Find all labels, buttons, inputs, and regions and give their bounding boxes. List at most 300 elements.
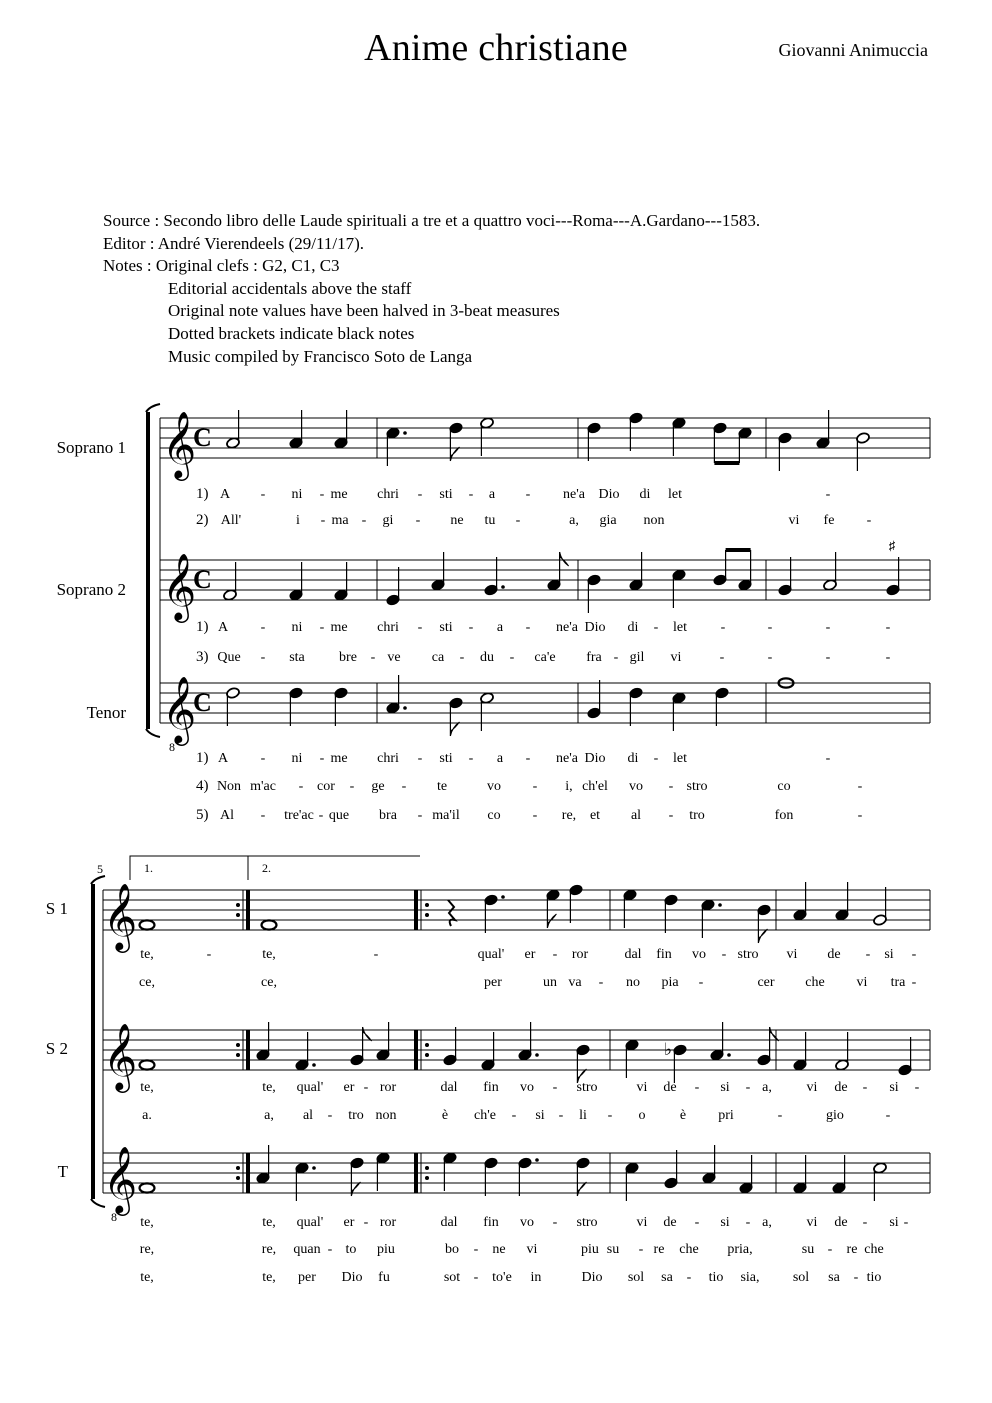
lyric-hyphen: -: [361, 513, 367, 528]
lyric-hyphen: -: [327, 1108, 333, 1123]
augmentation-dot: [312, 1166, 316, 1170]
lyric-hyphen: -: [719, 650, 725, 665]
lyric-hyphen: -: [745, 1080, 751, 1095]
lyric-syllable: to'e: [492, 1270, 512, 1285]
lyric-syllable: piu: [581, 1242, 599, 1257]
lyric-syllable: piu: [377, 1242, 395, 1257]
lyric-hyphen: -: [694, 1080, 700, 1095]
lyric-syllable: sti: [439, 620, 453, 635]
repeat-dot: [236, 913, 240, 917]
lyric-syllable: A: [219, 487, 231, 502]
repeat-dot: [236, 1176, 240, 1180]
lyric-syllable: vo: [487, 779, 501, 794]
lyric-syllable: si: [889, 1215, 899, 1230]
note-line: Music compiled by Francisco Soto de Langa: [168, 346, 473, 366]
time-signature: C: [193, 688, 212, 717]
lyric-syllable: er: [343, 1215, 355, 1230]
lyric-syllable: A: [217, 751, 229, 766]
lyric-syllable: ror: [379, 1080, 397, 1095]
lyric-syllable: er: [524, 947, 536, 962]
editor-line: Editor : André Vierendeels (29/11/17).: [103, 233, 365, 253]
lyric-syllable: su: [801, 1242, 815, 1257]
lyric-syllable: All': [220, 513, 242, 528]
lyric-syllable: Al: [220, 808, 234, 823]
augmentation-dot: [718, 903, 722, 907]
staff-label: Soprano 1: [56, 438, 126, 457]
lyric-hyphen: -: [415, 513, 421, 528]
lyric-hyphen: -: [745, 1215, 751, 1230]
lyric-syllable: tio: [708, 1270, 724, 1285]
staff-label: Tenor: [86, 703, 126, 722]
lyric-hyphen: -: [911, 947, 917, 962]
lyric-syllable: gia: [599, 513, 617, 528]
verse-number: 1): [196, 619, 209, 635]
lyric-hyphen: -: [862, 1215, 868, 1230]
lyric-hyphen: -: [319, 751, 325, 766]
lyric-syllable: che: [805, 975, 825, 990]
verse-number: 1): [196, 750, 209, 766]
lyric-syllable: a,: [569, 513, 579, 528]
lyric-syllable: Dio: [341, 1270, 363, 1285]
lyric-syllable: ror: [571, 947, 589, 962]
lyric-hyphen: -: [911, 975, 917, 990]
lyric-hyphen: -: [206, 947, 212, 962]
lyric-syllable: ge: [371, 779, 385, 794]
lyric-syllable: di: [639, 487, 651, 502]
lyric-syllable: a,: [762, 1080, 772, 1095]
lyric-syllable: me: [330, 620, 348, 635]
lyric-syllable: chri: [377, 620, 399, 635]
lyric-syllable: gil: [629, 650, 645, 665]
lyric-syllable: a: [488, 487, 496, 502]
lyric-syllable: re,: [561, 808, 577, 823]
lyric-hyphen: -: [363, 1215, 369, 1230]
treble-clef: 𝄞: [103, 1147, 138, 1212]
lyric-syllable: si: [720, 1215, 730, 1230]
lyric-hyphen: -: [598, 975, 604, 990]
lyric-syllable: tra: [890, 975, 906, 990]
lyric-hyphen: -: [318, 808, 324, 823]
lyric-syllable: Que: [217, 650, 241, 665]
lyric-syllable: m'ac: [250, 779, 276, 794]
lyric-hyphen: -: [825, 487, 831, 502]
lyric-hyphen: -: [552, 1215, 558, 1230]
lyric-syllable: tro: [689, 808, 705, 823]
lyric-syllable: fu: [378, 1270, 390, 1285]
note-flag: [363, 1027, 372, 1041]
lyric-syllable: de: [663, 1215, 677, 1230]
augmentation-dot: [501, 895, 505, 899]
lyric-syllable: tio: [866, 1270, 882, 1285]
augmentation-dot: [501, 585, 505, 589]
lyric-syllable: vi: [806, 1080, 818, 1095]
lyric-syllable: et: [589, 808, 601, 823]
staff-label: Soprano 2: [56, 580, 126, 599]
lyric-syllable: di: [627, 751, 639, 766]
lyric-hyphen: -: [417, 751, 423, 766]
lyric-syllable: vi: [786, 947, 798, 962]
lyric-syllable: te,: [262, 1080, 276, 1095]
lyric-syllable: qual': [477, 947, 505, 962]
lyric-syllable: fin: [483, 1080, 499, 1095]
lyric-syllable: vi: [806, 1215, 818, 1230]
whole-note: [140, 920, 155, 929]
lyric-syllable: du: [480, 650, 494, 665]
lyric-hyphen: -: [607, 1108, 613, 1123]
lyric-syllable: ch'el: [582, 779, 608, 794]
lyric-syllable: ma: [331, 513, 349, 528]
lyric-syllable: che: [864, 1242, 884, 1257]
note-flag: [351, 1182, 360, 1196]
lyric-syllable: stro: [576, 1080, 598, 1095]
lyric-syllable: fin: [483, 1215, 499, 1230]
lyric-syllable: si: [884, 947, 894, 962]
lyric-syllable: Dio: [584, 751, 606, 766]
lyric-hyphen: -: [825, 650, 831, 665]
lyric-hyphen: -: [473, 1242, 479, 1257]
lyric-syllable: no: [626, 975, 640, 990]
lyric-syllable: ce,: [261, 975, 277, 990]
bracket-hook: [146, 404, 160, 412]
lyric-hyphen: -: [721, 947, 727, 962]
lyric-hyphen: -: [515, 513, 521, 528]
lyric-syllable: stro: [737, 947, 759, 962]
lyric-syllable: sol: [627, 1270, 645, 1285]
lyric-syllable: su: [606, 1242, 620, 1257]
lyric-syllable: stro: [576, 1215, 598, 1230]
lyric-hyphen: -: [885, 1108, 891, 1123]
lyric-hyphen: -: [417, 620, 423, 635]
lyric-hyphen: -: [825, 620, 831, 635]
lyric-syllable: qual': [296, 1080, 324, 1095]
lyric-syllable: co: [777, 779, 791, 794]
lyric-hyphen: -: [525, 620, 531, 635]
lyric-hyphen: -: [260, 650, 266, 665]
note-flag: [450, 722, 459, 736]
lyric-hyphen: -: [866, 513, 872, 528]
lyric-hyphen: -: [260, 808, 266, 823]
lyric-syllable: de: [827, 947, 841, 962]
lyric-syllable: Non: [216, 779, 242, 794]
lyric-hyphen: -: [914, 1080, 920, 1095]
lyric-hyphen: -: [373, 947, 379, 962]
lyric-hyphen: -: [327, 1242, 333, 1257]
lyric-syllable: a: [496, 620, 504, 635]
lyric-syllable: al: [302, 1108, 314, 1123]
lyric-hyphen: -: [319, 487, 325, 502]
lyric-syllable: ca'e: [534, 650, 556, 665]
lyric-syllable: te: [436, 779, 448, 794]
lyric-hyphen: -: [459, 650, 465, 665]
lyric-hyphen: -: [417, 487, 423, 502]
whole-note: [262, 920, 277, 929]
repeat-dot: [425, 913, 429, 917]
lyric-syllable: vo: [520, 1215, 534, 1230]
lyric-hyphen: -: [260, 487, 266, 502]
note-flag: [560, 552, 569, 566]
note-flag: [770, 1027, 779, 1041]
lyric-syllable: to: [345, 1242, 357, 1257]
lyric-syllable: sia,: [740, 1270, 760, 1285]
staff-label: S 1: [45, 899, 68, 918]
lyric-syllable: sol: [792, 1270, 810, 1285]
lyric-syllable: ni: [291, 487, 303, 502]
lyric-hyphen: -: [260, 751, 266, 766]
lyric-syllable: a: [496, 751, 504, 766]
lyric-syllable: che: [679, 1242, 699, 1257]
lyric-syllable: de: [834, 1215, 848, 1230]
lyric-syllable: pri: [718, 1108, 734, 1123]
lyric-syllable: a,: [264, 1108, 274, 1123]
lyric-syllable: er: [343, 1080, 355, 1095]
lyric-syllable: si: [535, 1108, 545, 1123]
lyric-syllable: pria,: [727, 1242, 753, 1257]
lyric-hyphen: -: [532, 779, 538, 794]
lyric-syllable: re: [653, 1242, 665, 1257]
lyric-hyphen: -: [903, 1215, 909, 1230]
lyric-syllable: fra: [586, 650, 602, 665]
volta-label-1: 1.: [144, 861, 153, 875]
lyric-syllable: te,: [140, 1270, 154, 1285]
verse-number: 4): [196, 778, 209, 794]
lyric-syllable: let: [673, 620, 687, 635]
staff-label: T: [57, 1162, 68, 1181]
augmentation-dot: [312, 1063, 316, 1067]
repeat-dot: [425, 1053, 429, 1057]
lyric-hyphen: -: [511, 1108, 517, 1123]
lyric-hyphen: -: [401, 779, 407, 794]
octave-marker: 8: [111, 1210, 117, 1224]
lyric-hyphen: -: [260, 620, 266, 635]
lyric-hyphen: -: [417, 808, 423, 823]
staff-label: S 2: [45, 1039, 68, 1058]
page-title: Anime christiane: [364, 27, 628, 69]
lyric-syllable: que: [328, 808, 350, 823]
lyric-hyphen: -: [509, 650, 515, 665]
time-signature: C: [193, 423, 212, 452]
lyric-syllable: vi: [788, 513, 800, 528]
lyric-hyphen: -: [298, 779, 304, 794]
lyric-syllable: un: [543, 975, 557, 990]
lyric-syllable: tro: [348, 1108, 364, 1123]
lyric-hyphen: -: [686, 1270, 692, 1285]
lyric-syllable: te,: [140, 1080, 154, 1095]
note-flag: [450, 447, 459, 461]
lyric-syllable: tre'ac: [284, 808, 314, 823]
lyric-hyphen: -: [552, 1080, 558, 1095]
lyric-syllable: dal: [624, 947, 642, 962]
lyric-hyphen: -: [885, 650, 891, 665]
lyric-syllable: ne: [492, 1242, 506, 1257]
whole-note: [140, 1060, 155, 1069]
lyric-hyphen: -: [857, 808, 863, 823]
lyric-syllable: o: [638, 1108, 646, 1123]
lyric-syllable: a,: [762, 1215, 772, 1230]
repeat-dot: [425, 1176, 429, 1180]
lyric-syllable: te,: [262, 947, 276, 962]
lyric-syllable: ch'e: [474, 1108, 496, 1123]
lyric-hyphen: -: [694, 1215, 700, 1230]
quarter-rest: [448, 900, 455, 926]
whole-note: [140, 1183, 155, 1192]
verse-number: 1): [196, 486, 209, 502]
repeat-dot: [425, 1166, 429, 1170]
lyric-hyphen: -: [668, 779, 674, 794]
treble-clef: 𝄞: [162, 412, 197, 477]
lyric-syllable: te,: [140, 947, 154, 962]
lyric-hyphen: -: [370, 650, 376, 665]
lyric-syllable: vi: [670, 650, 682, 665]
lyric-syllable: vo: [520, 1080, 534, 1095]
treble-clef: 𝄞: [103, 884, 138, 949]
lyric-syllable: a.: [142, 1108, 152, 1123]
lyric-syllable: chri: [377, 487, 399, 502]
lyric-hyphen: -: [638, 1242, 644, 1257]
lyric-syllable: let: [668, 487, 682, 502]
lyric-syllable: sa: [828, 1270, 840, 1285]
lyric-syllable: cer: [757, 975, 775, 990]
measure-number: 5: [97, 862, 103, 876]
lyric-syllable: dal: [440, 1215, 458, 1230]
lyric-hyphen: -: [653, 620, 659, 635]
lyric-syllable: sti: [439, 751, 453, 766]
lyric-syllable: i: [296, 513, 300, 528]
lyric-syllable: bo: [445, 1242, 459, 1257]
lyric-syllable: dal: [440, 1080, 458, 1095]
lyric-hyphen: -: [613, 650, 619, 665]
lyric-syllable: let: [673, 751, 687, 766]
augmentation-dot: [403, 706, 407, 710]
note-line: Dotted brackets indicate black notes: [168, 323, 415, 343]
lyric-hyphen: -: [720, 620, 726, 635]
lyric-syllable: i,: [565, 779, 573, 794]
lyric-hyphen: -: [552, 947, 558, 962]
verse-number: 2): [196, 512, 209, 528]
lyric-syllable: vi: [526, 1242, 538, 1257]
lyric-syllable: qual': [296, 1215, 324, 1230]
lyric-hyphen: -: [320, 513, 326, 528]
lyric-syllable: ve: [387, 650, 401, 665]
augmentation-dot: [535, 1053, 539, 1057]
lyric-hyphen: -: [349, 779, 355, 794]
lyric-hyphen: -: [885, 620, 891, 635]
bracket-hook: [91, 876, 105, 884]
lyric-syllable: co: [487, 808, 501, 823]
editorial-sharp: ♯: [888, 538, 896, 553]
treble-clef: 𝄞: [103, 1024, 138, 1089]
lyric-syllable: ne: [450, 513, 464, 528]
lyric-syllable: fe: [823, 513, 835, 528]
lyric-hyphen: -: [698, 975, 704, 990]
lyric-hyphen: -: [525, 487, 531, 502]
source-line: Source : Secondo libro delle Laude spirituali a tre et a quattro voci---Roma---A.Gardano---1583.: [103, 211, 761, 230]
lyric-syllable: re,: [139, 1242, 155, 1257]
lyric-hyphen: -: [653, 751, 659, 766]
treble-clef: 𝄞: [162, 677, 197, 742]
note-flag: [758, 929, 767, 943]
lyric-hyphen: -: [468, 751, 474, 766]
lyric-hyphen: -: [767, 620, 773, 635]
lyric-syllable: bra: [379, 808, 397, 823]
repeat-dot: [236, 1053, 240, 1057]
lyric-syllable: re,: [261, 1242, 277, 1257]
lyric-syllable: per: [484, 975, 502, 990]
treble-clef: 𝄞: [162, 554, 197, 619]
lyric-syllable: ca: [431, 650, 445, 665]
lyric-hyphen: -: [319, 620, 325, 635]
lyric-hyphen: -: [668, 808, 674, 823]
lyric-syllable: vo: [692, 947, 706, 962]
lyric-syllable: fon: [774, 808, 794, 823]
lyric-syllable: quan: [293, 1242, 321, 1257]
lyric-syllable: stro: [686, 779, 708, 794]
lyric-syllable: ne'a: [556, 620, 578, 635]
bracket-hook: [146, 729, 160, 737]
lyric-syllable: va: [568, 975, 582, 990]
augmentation-dot: [535, 1158, 539, 1162]
lyric-syllable: tu: [484, 513, 496, 528]
lyric-syllable: li: [579, 1108, 587, 1123]
lyric-syllable: te,: [262, 1215, 276, 1230]
time-signature: C: [193, 565, 212, 594]
lyric-syllable: gio: [826, 1108, 844, 1123]
lyric-hyphen: -: [363, 1080, 369, 1095]
lyric-syllable: Dio: [584, 620, 606, 635]
lyric-syllable: de: [663, 1080, 677, 1095]
lyric-syllable: vi: [636, 1080, 648, 1095]
lyric-syllable: vi: [636, 1215, 648, 1230]
lyric-syllable: te,: [262, 1270, 276, 1285]
lyric-syllable: bre: [339, 650, 357, 665]
lyric-syllable: gi: [382, 513, 394, 528]
lyric-syllable: me: [330, 751, 348, 766]
verse-number: 5): [196, 807, 209, 823]
repeat-dot: [236, 903, 240, 907]
lyric-syllable: si: [720, 1080, 730, 1095]
lyric-syllable: te,: [140, 1215, 154, 1230]
lyric-syllable: re: [846, 1242, 858, 1257]
lyric-syllable: Dio: [581, 1270, 603, 1285]
lyric-syllable: vo: [629, 779, 643, 794]
lyric-syllable: Dio: [598, 487, 620, 502]
lyric-syllable: al: [630, 808, 642, 823]
lyric-syllable: ni: [291, 751, 303, 766]
repeat-dot: [236, 1043, 240, 1047]
lyric-syllable: ne'a: [556, 751, 578, 766]
note-flag: [547, 914, 556, 928]
lyric-syllable: cor: [317, 779, 335, 794]
lyric-syllable: sta: [289, 650, 305, 665]
lyric-hyphen: -: [825, 751, 831, 766]
lyric-syllable: si: [889, 1080, 899, 1095]
lyric-syllable: fin: [656, 947, 672, 962]
lyric-syllable: non: [643, 513, 665, 528]
lyric-hyphen: -: [532, 808, 538, 823]
lyric-syllable: de: [834, 1080, 848, 1095]
lyric-syllable: vi: [856, 975, 868, 990]
verse-number: 3): [196, 649, 209, 665]
lyric-hyphen: -: [525, 751, 531, 766]
lyric-syllable: ne'a: [563, 487, 585, 502]
lyric-syllable: chri: [377, 751, 399, 766]
lyric-hyphen: -: [558, 1108, 564, 1123]
lyric-hyphen: -: [857, 779, 863, 794]
lyric-syllable: sti: [439, 487, 453, 502]
lyric-syllable: sot: [443, 1270, 461, 1285]
lyric-syllable: è: [679, 1108, 687, 1123]
lyric-hyphen: -: [468, 487, 474, 502]
lyric-syllable: A: [217, 620, 229, 635]
